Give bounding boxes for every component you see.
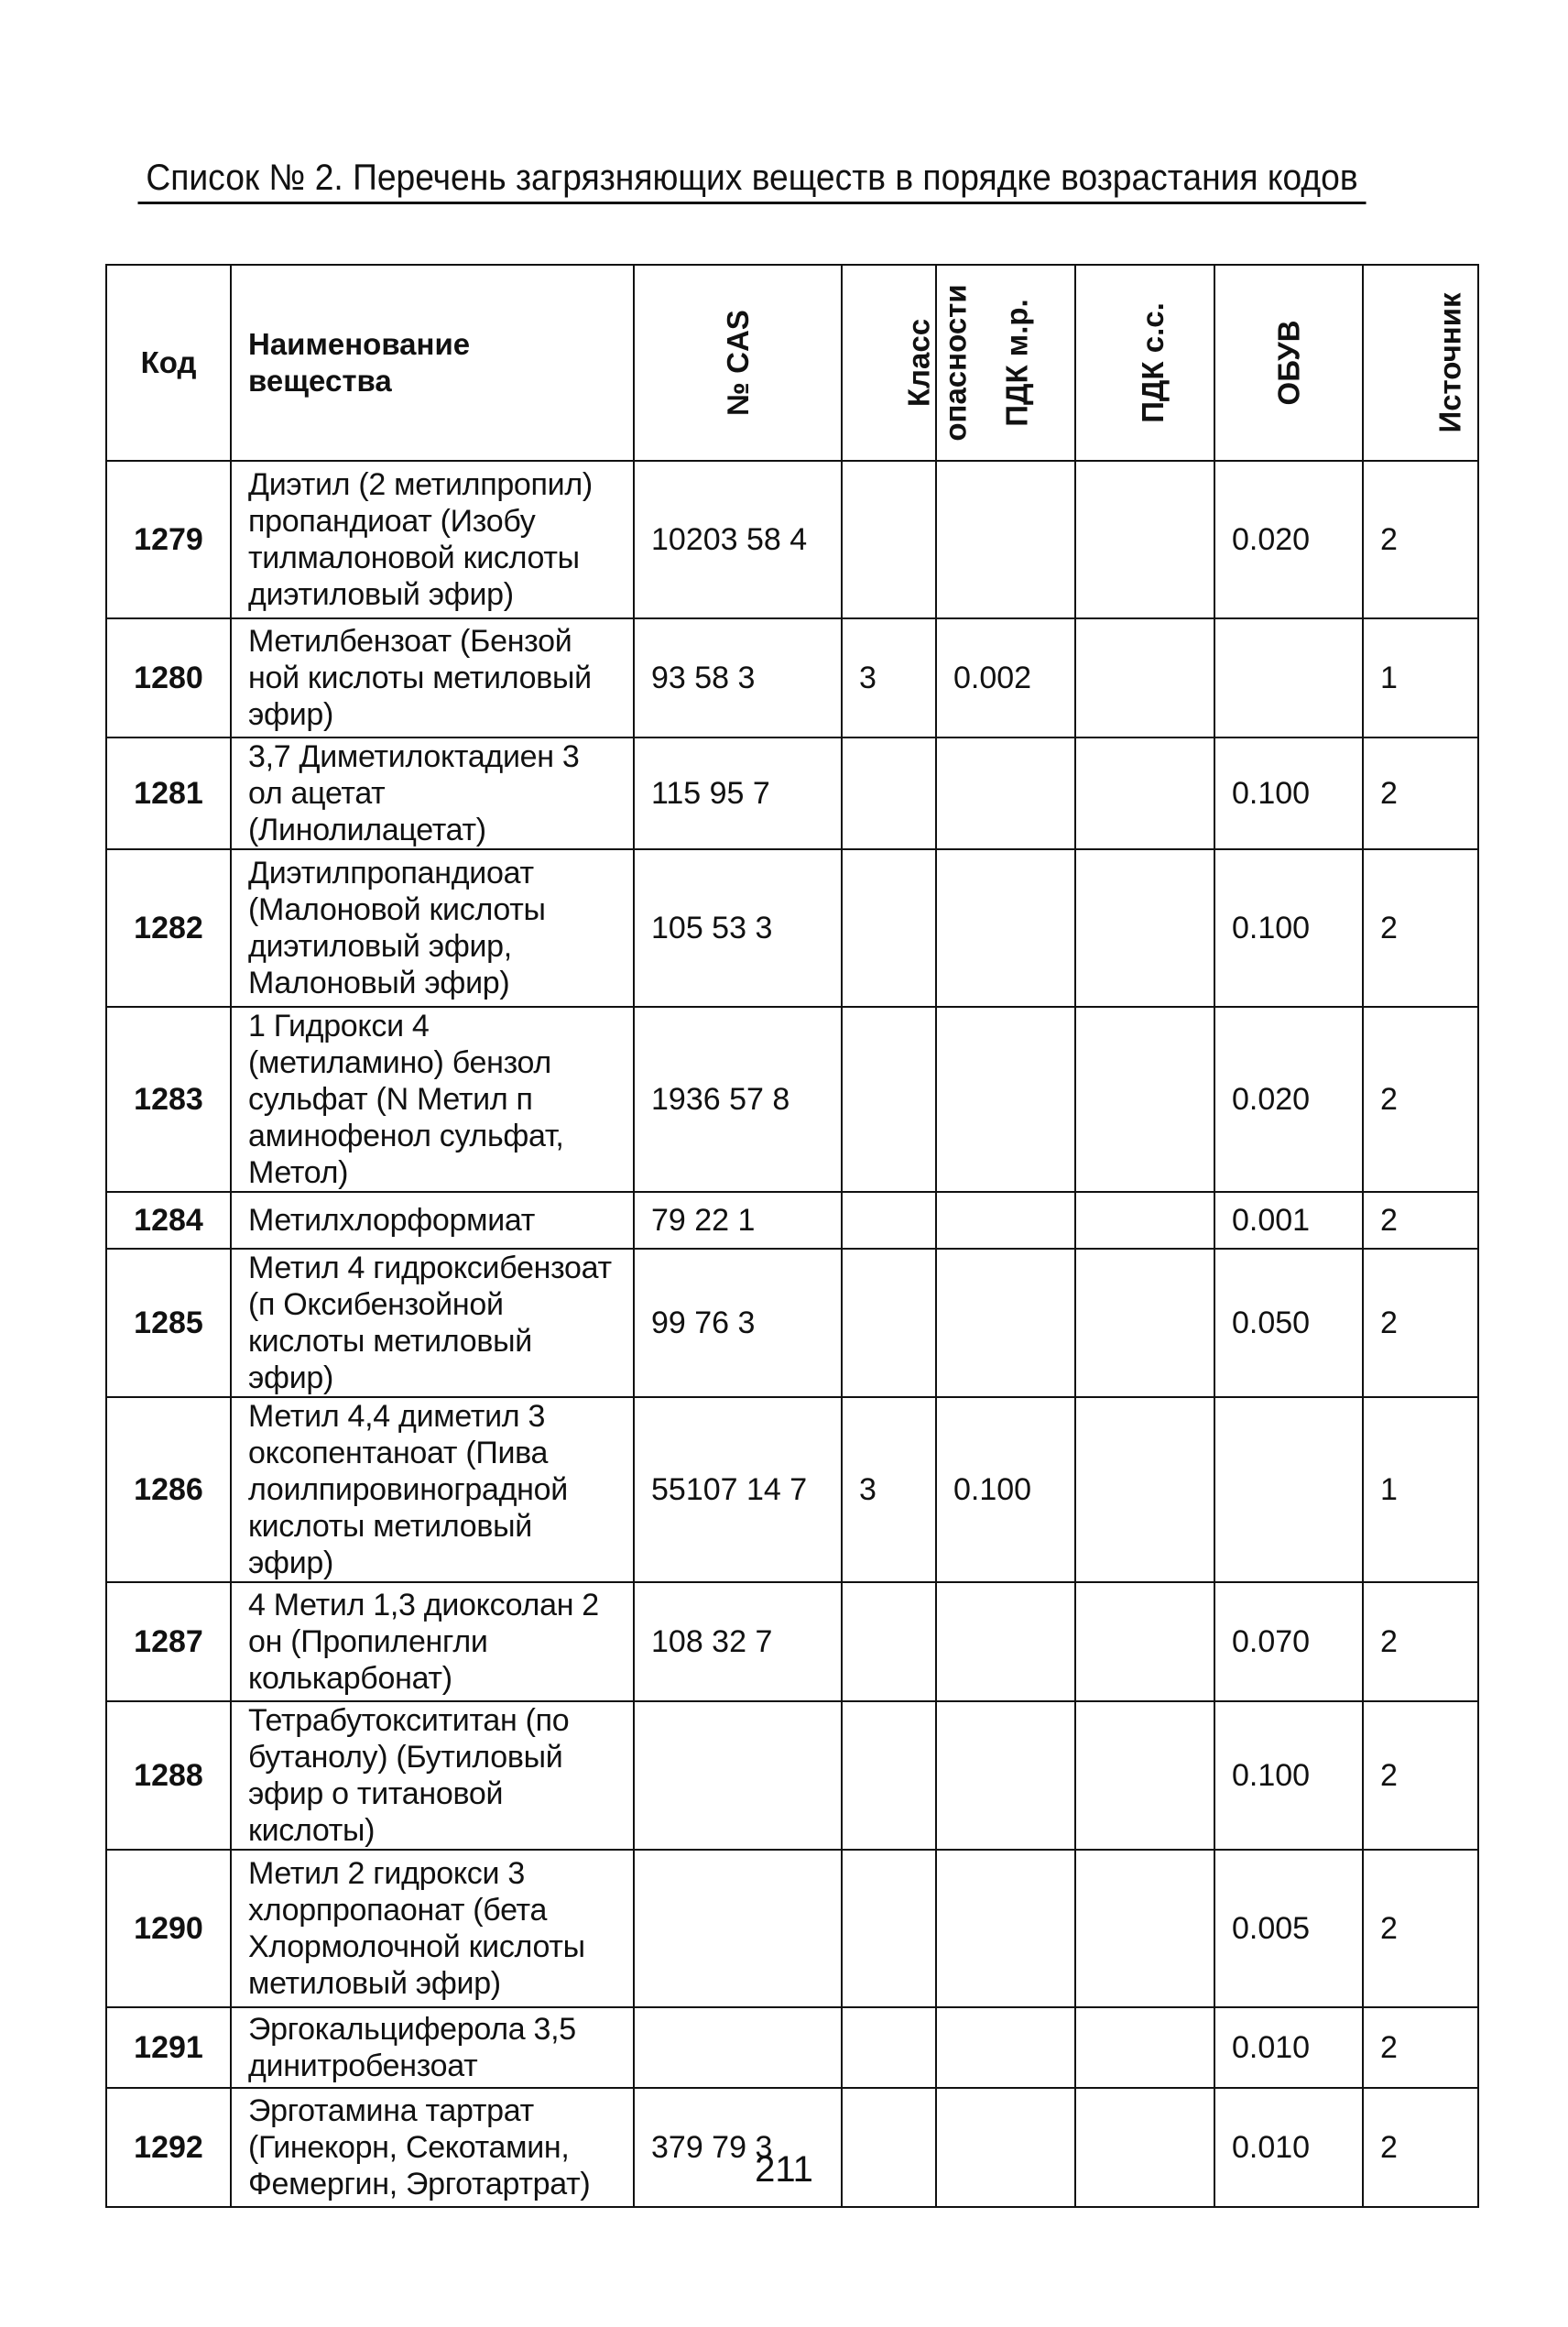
cell-pdk-mr <box>936 1007 1075 1192</box>
cell-cas: 105 53 3 <box>634 849 842 1007</box>
cell-pdk-ss <box>1075 1850 1214 2007</box>
column-header-source <box>1363 265 1478 461</box>
cell-pdk-mr: 0.100 <box>936 1397 1075 1582</box>
cell-cas: 10203 58 4 <box>634 461 842 618</box>
cell-code: 1279 <box>106 461 231 618</box>
table-row <box>106 1249 1478 1397</box>
cell-pdk-mr: 0.002 <box>936 618 1075 737</box>
cell-name: Эрготамина тартрат (Гинекорн, Секотамин, Фемергин, Эрготартрат) <box>231 2088 634 2207</box>
cell-source: 2 <box>1363 1701 1478 1850</box>
cell-pdk-ss <box>1075 1582 1214 1701</box>
cell-cas <box>634 1850 842 2007</box>
column-header-hazard-class <box>842 265 973 461</box>
cell-hazard-class <box>842 1007 936 1192</box>
cell-code: 1283 <box>106 1007 231 1192</box>
column-header-obuv-label: ОБУВ <box>1271 320 1305 406</box>
cell-obuv: 0.070 <box>1214 1582 1363 1701</box>
column-header-cas <box>634 265 842 461</box>
cell-cas: 55107 14 7 <box>634 1397 842 1582</box>
cell-pdk-ss <box>1075 849 1214 1007</box>
table-row <box>106 618 1478 737</box>
cell-pdk-mr <box>936 2007 1075 2088</box>
cell-pdk-ss <box>1075 461 1214 618</box>
cell-cas <box>634 2007 842 2088</box>
cell-hazard-class <box>842 2007 936 2088</box>
cell-cas <box>634 1701 842 1850</box>
cell-source: 2 <box>1363 1850 1478 2007</box>
cell-name: 1 Гидрокси 4 (метиламино) бензол сульфат (N Метил п аминофенол сульфат, Метол) <box>231 1007 634 1192</box>
table-row <box>106 1007 1478 1192</box>
cell-pdk-ss <box>1075 2007 1214 2088</box>
cell-source: 2 <box>1363 1582 1478 1701</box>
cell-cas: 79 22 1 <box>634 1192 842 1249</box>
cell-hazard-class <box>842 1582 936 1701</box>
cell-hazard-class <box>842 461 936 618</box>
cell-obuv: 0.100 <box>1214 1701 1363 1850</box>
cell-cas: 93 58 3 <box>634 618 842 737</box>
cell-name: Диэтилпропандиоат (Малоновой кислоты диэтиловый эфир, Малоновый эфир) <box>231 849 634 1007</box>
cell-code: 1282 <box>106 849 231 1007</box>
table-row <box>106 737 1478 849</box>
table-row <box>106 1397 1478 1582</box>
cell-source: 2 <box>1363 737 1478 849</box>
cell-source: 1 <box>1363 618 1478 737</box>
column-header-cas-label: № CAS <box>720 310 755 416</box>
cell-code: 1280 <box>106 618 231 737</box>
cell-hazard-class <box>842 1249 936 1397</box>
cell-code: 1284 <box>106 1192 231 1249</box>
cell-cas: 379 79 3 <box>634 2088 842 2207</box>
table-row <box>106 1850 1478 2007</box>
cell-obuv: 0.010 <box>1214 2007 1363 2088</box>
cell-obuv: 0.005 <box>1214 1850 1363 2007</box>
cell-obuv: 0.010 <box>1214 2088 1363 2207</box>
cell-code: 1292 <box>106 2088 231 2207</box>
cell-obuv: 0.020 <box>1214 1007 1363 1192</box>
cell-pdk-ss <box>1075 737 1214 849</box>
column-header-pdk-mr-label: ПДК м.р. <box>999 299 1034 427</box>
table-row <box>106 849 1478 1007</box>
cell-hazard-class <box>842 1701 936 1850</box>
cell-code: 1291 <box>106 2007 231 2088</box>
cell-name: Метил 2 гидрокси 3 хлорпропаонат (бета Хлормолочной кислоты метиловый эфир) <box>231 1850 634 2007</box>
cell-cas: 99 76 3 <box>634 1249 842 1397</box>
cell-pdk-ss <box>1075 618 1214 737</box>
cell-hazard-class <box>842 737 936 849</box>
cell-pdk-mr <box>936 1249 1075 1397</box>
cell-obuv <box>1214 618 1363 737</box>
table-row <box>106 1582 1478 1701</box>
cell-source: 2 <box>1363 461 1478 618</box>
cell-code: 1281 <box>106 737 231 849</box>
page-title: Список № 2. Перечень загрязняющих веществ в порядке возрастания кодов <box>137 154 1366 204</box>
cell-hazard-class: 3 <box>842 618 936 737</box>
cell-obuv: 0.001 <box>1214 1192 1363 1249</box>
column-header-name: Наименование вещества <box>231 265 634 461</box>
page-number: 211 <box>755 2149 813 2190</box>
cell-pdk-mr <box>936 461 1075 618</box>
cell-name: Метил 4 гидроксибензоат (п Оксибензойной кислоты метиловый эфир) <box>231 1249 634 1397</box>
column-header-hazard-class-line1: Класс <box>901 318 936 408</box>
column-header-pdk-ss-label: ПДК с.с. <box>1135 302 1170 423</box>
column-header-hazard-class-line2: опасности <box>938 284 973 442</box>
cell-hazard-class <box>842 1192 936 1249</box>
cell-pdk-mr <box>936 1582 1075 1701</box>
cell-obuv: 0.020 <box>1214 461 1363 618</box>
cell-pdk-mr <box>936 1850 1075 2007</box>
cell-name: 3,7 Диметилоктадиен 3 ол ацетат (Линолилацетат) <box>231 737 634 849</box>
cell-name: Диэтил (2 метилпропил) пропандиоат (Изобу тилмалоновой кислоты диэтиловый эфир) <box>231 461 634 618</box>
cell-obuv: 0.050 <box>1214 1249 1363 1397</box>
cell-pdk-mr <box>936 737 1075 849</box>
cell-name: Тетрабутоксититан (по бутанолу) (Бутиловый эфир о титановой кислоты) <box>231 1701 634 1850</box>
cell-source: 2 <box>1363 2007 1478 2088</box>
cell-name: Метил 4,4 диметил 3 оксопентаноат (Пива лоилпировиноградной кислоты метиловый эфир) <box>231 1397 634 1582</box>
column-header-source-label: Источник <box>1432 292 1467 433</box>
cell-hazard-class <box>842 849 936 1007</box>
cell-source: 1 <box>1363 1397 1478 1582</box>
cell-pdk-mr <box>936 1701 1075 1850</box>
cell-code: 1285 <box>106 1249 231 1397</box>
cell-name: Метилхлорформиат <box>231 1192 634 1249</box>
cell-pdk-mr <box>936 1192 1075 1249</box>
cell-pdk-ss <box>1075 1701 1214 1850</box>
cell-code: 1290 <box>106 1850 231 2007</box>
cell-code: 1288 <box>106 1701 231 1850</box>
column-header-pdk-ss <box>1075 265 1214 461</box>
cell-obuv <box>1214 1397 1363 1582</box>
cell-source: 2 <box>1363 1007 1478 1192</box>
cell-pdk-ss <box>1075 1007 1214 1192</box>
cell-cas: 115 95 7 <box>634 737 842 849</box>
cell-cas: 1936 57 8 <box>634 1007 842 1192</box>
cell-pdk-ss <box>1075 1192 1214 1249</box>
table-row <box>106 1192 1478 1249</box>
cell-name: Эргокальциферола 3,5 динитробензоат <box>231 2007 634 2088</box>
cell-cas: 108 32 7 <box>634 1582 842 1701</box>
cell-name: Метилбензоат (Бензой ной кислоты метиловый эфир) <box>231 618 634 737</box>
cell-source: 2 <box>1363 2088 1478 2207</box>
cell-code: 1286 <box>106 1397 231 1582</box>
cell-code: 1287 <box>106 1582 231 1701</box>
cell-hazard-class: 3 <box>842 1397 936 1582</box>
cell-source: 2 <box>1363 849 1478 1007</box>
cell-obuv: 0.100 <box>1214 737 1363 849</box>
cell-name: 4 Метил 1,3 диоксолан 2 он (Пропиленгли колькарбонат) <box>231 1582 634 1701</box>
cell-source: 2 <box>1363 1249 1478 1397</box>
cell-obuv: 0.100 <box>1214 849 1363 1007</box>
table-header-row <box>106 265 1478 461</box>
column-header-code: Код <box>106 265 231 461</box>
table-row <box>106 1701 1478 1850</box>
table-row <box>106 2007 1478 2088</box>
cell-source: 2 <box>1363 1192 1478 1249</box>
substances-table <box>105 264 1479 2208</box>
cell-hazard-class <box>842 1850 936 2007</box>
column-header-obuv <box>1214 265 1363 461</box>
cell-pdk-ss <box>1075 1249 1214 1397</box>
cell-pdk-mr <box>936 849 1075 1007</box>
table-row <box>106 461 1478 618</box>
cell-pdk-ss <box>1075 1397 1214 1582</box>
